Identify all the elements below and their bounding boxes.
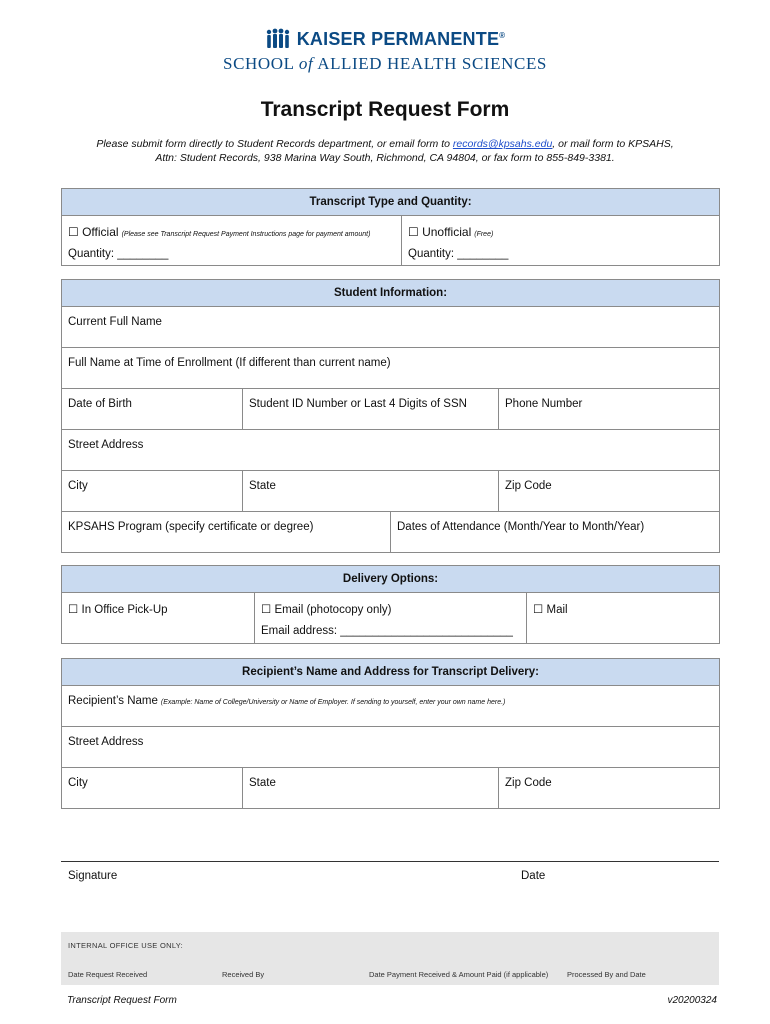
enrollment-name-field[interactable]: Full Name at Time of Enrollment (If different than current name) <box>62 348 720 389</box>
kaiser-people-logo-icon <box>265 28 291 50</box>
delivery-options-section <box>61 565 720 644</box>
date-of-birth-field[interactable]: Date of Birth <box>62 389 243 430</box>
intro-text: Please submit form directly to Student Records department, or email form to records@kpsahs.edu, or mail form to KPSAHS, Attn: Student Records, 938 Marina Way South, Richmond, CA 94804, or fax form to 855-849-3381. <box>96 138 674 164</box>
records-email-link[interactable]: records@kpsahs.edu <box>452 138 553 150</box>
student-information-section <box>61 279 720 553</box>
internal-office-use-box <box>61 932 719 985</box>
email-option-cell <box>255 593 527 644</box>
recipient-zip-field[interactable]: Zip Code <box>499 768 720 809</box>
delivery-options-header: Delivery Options: <box>62 566 720 593</box>
program-field[interactable]: KPSAHS Program (specify certificate or degree) <box>62 512 391 553</box>
transcript-type-header: Transcript Type and Quantity: <box>62 189 720 216</box>
recipient-header: Recipient’s Name and Address for Transcript Delivery: <box>62 659 720 686</box>
in-office-pickup-checkbox[interactable]: ☐ In Office Pick-Up <box>62 593 255 644</box>
unofficial-note: (Free) <box>474 231 494 238</box>
logo-school-name: SCHOOL of ALLIED HEALTH SCIENCES <box>223 54 547 73</box>
received-by-label: Received By <box>222 970 265 979</box>
email-option-checkbox[interactable]: ☐ Email (photocopy only) <box>261 604 392 616</box>
official-checkbox[interactable]: ☐ Official <box>68 225 119 239</box>
school-logo <box>0 28 770 74</box>
logo-brand: KAISER PERMANENTE® <box>296 28 506 49</box>
zip-code-field[interactable]: Zip Code <box>499 471 720 512</box>
unofficial-checkbox[interactable]: ☐ Unofficial <box>408 225 472 239</box>
processed-by-label: Processed By and Date <box>567 970 646 979</box>
unofficial-quantity[interactable]: Quantity: ________ <box>408 248 509 260</box>
recipient-name-note: (Example: Name of College/University or Name of Employer. If sending to yourself, enter your own name here.) <box>160 699 506 706</box>
recipient-state-field[interactable]: State <box>243 768 499 809</box>
recipient-name-field[interactable] <box>62 686 720 727</box>
state-field[interactable]: State <box>243 471 499 512</box>
footer-form-name: Transcript Request Form <box>67 995 177 1006</box>
date-request-received-label: Date Request Received <box>68 970 148 979</box>
page-title: Transcript Request Form <box>260 98 510 121</box>
date-label: Date <box>521 870 546 882</box>
street-address-field[interactable]: Street Address <box>62 430 720 471</box>
official-quantity[interactable]: Quantity: ________ <box>68 248 169 260</box>
student-info-header: Student Information: <box>62 280 720 307</box>
signature-line[interactable] <box>61 861 719 862</box>
mail-option-checkbox[interactable]: ☐ Mail <box>527 593 720 644</box>
student-id-field[interactable]: Student ID Number or Last 4 Digits of SSN <box>243 389 499 430</box>
transcript-type-section <box>61 188 720 266</box>
recipient-section <box>61 658 720 809</box>
official-note: (Please see Transcript Request Payment Instructions page for payment amount) <box>121 231 371 238</box>
email-address-field[interactable]: Email address: ___________________________ <box>261 625 513 637</box>
payment-received-label: Date Payment Received & Amount Paid (if applicable) <box>369 970 549 979</box>
official-cell <box>62 216 402 266</box>
recipient-city-field[interactable]: City <box>62 768 243 809</box>
internal-office-label: INTERNAL OFFICE USE ONLY: <box>68 941 184 950</box>
unofficial-cell <box>402 216 720 266</box>
current-full-name-field[interactable]: Current Full Name <box>62 307 720 348</box>
city-field[interactable]: City <box>62 471 243 512</box>
phone-number-field[interactable]: Phone Number <box>499 389 720 430</box>
recipient-name-label: Recipient’s Name <box>68 695 158 707</box>
signature-label: Signature <box>68 870 118 882</box>
footer-version: v20200324 <box>667 995 717 1006</box>
dates-of-attendance-field[interactable]: Dates of Attendance (Month/Year to Month/Year) <box>391 512 720 553</box>
recipient-street-field[interactable]: Street Address <box>62 727 720 768</box>
